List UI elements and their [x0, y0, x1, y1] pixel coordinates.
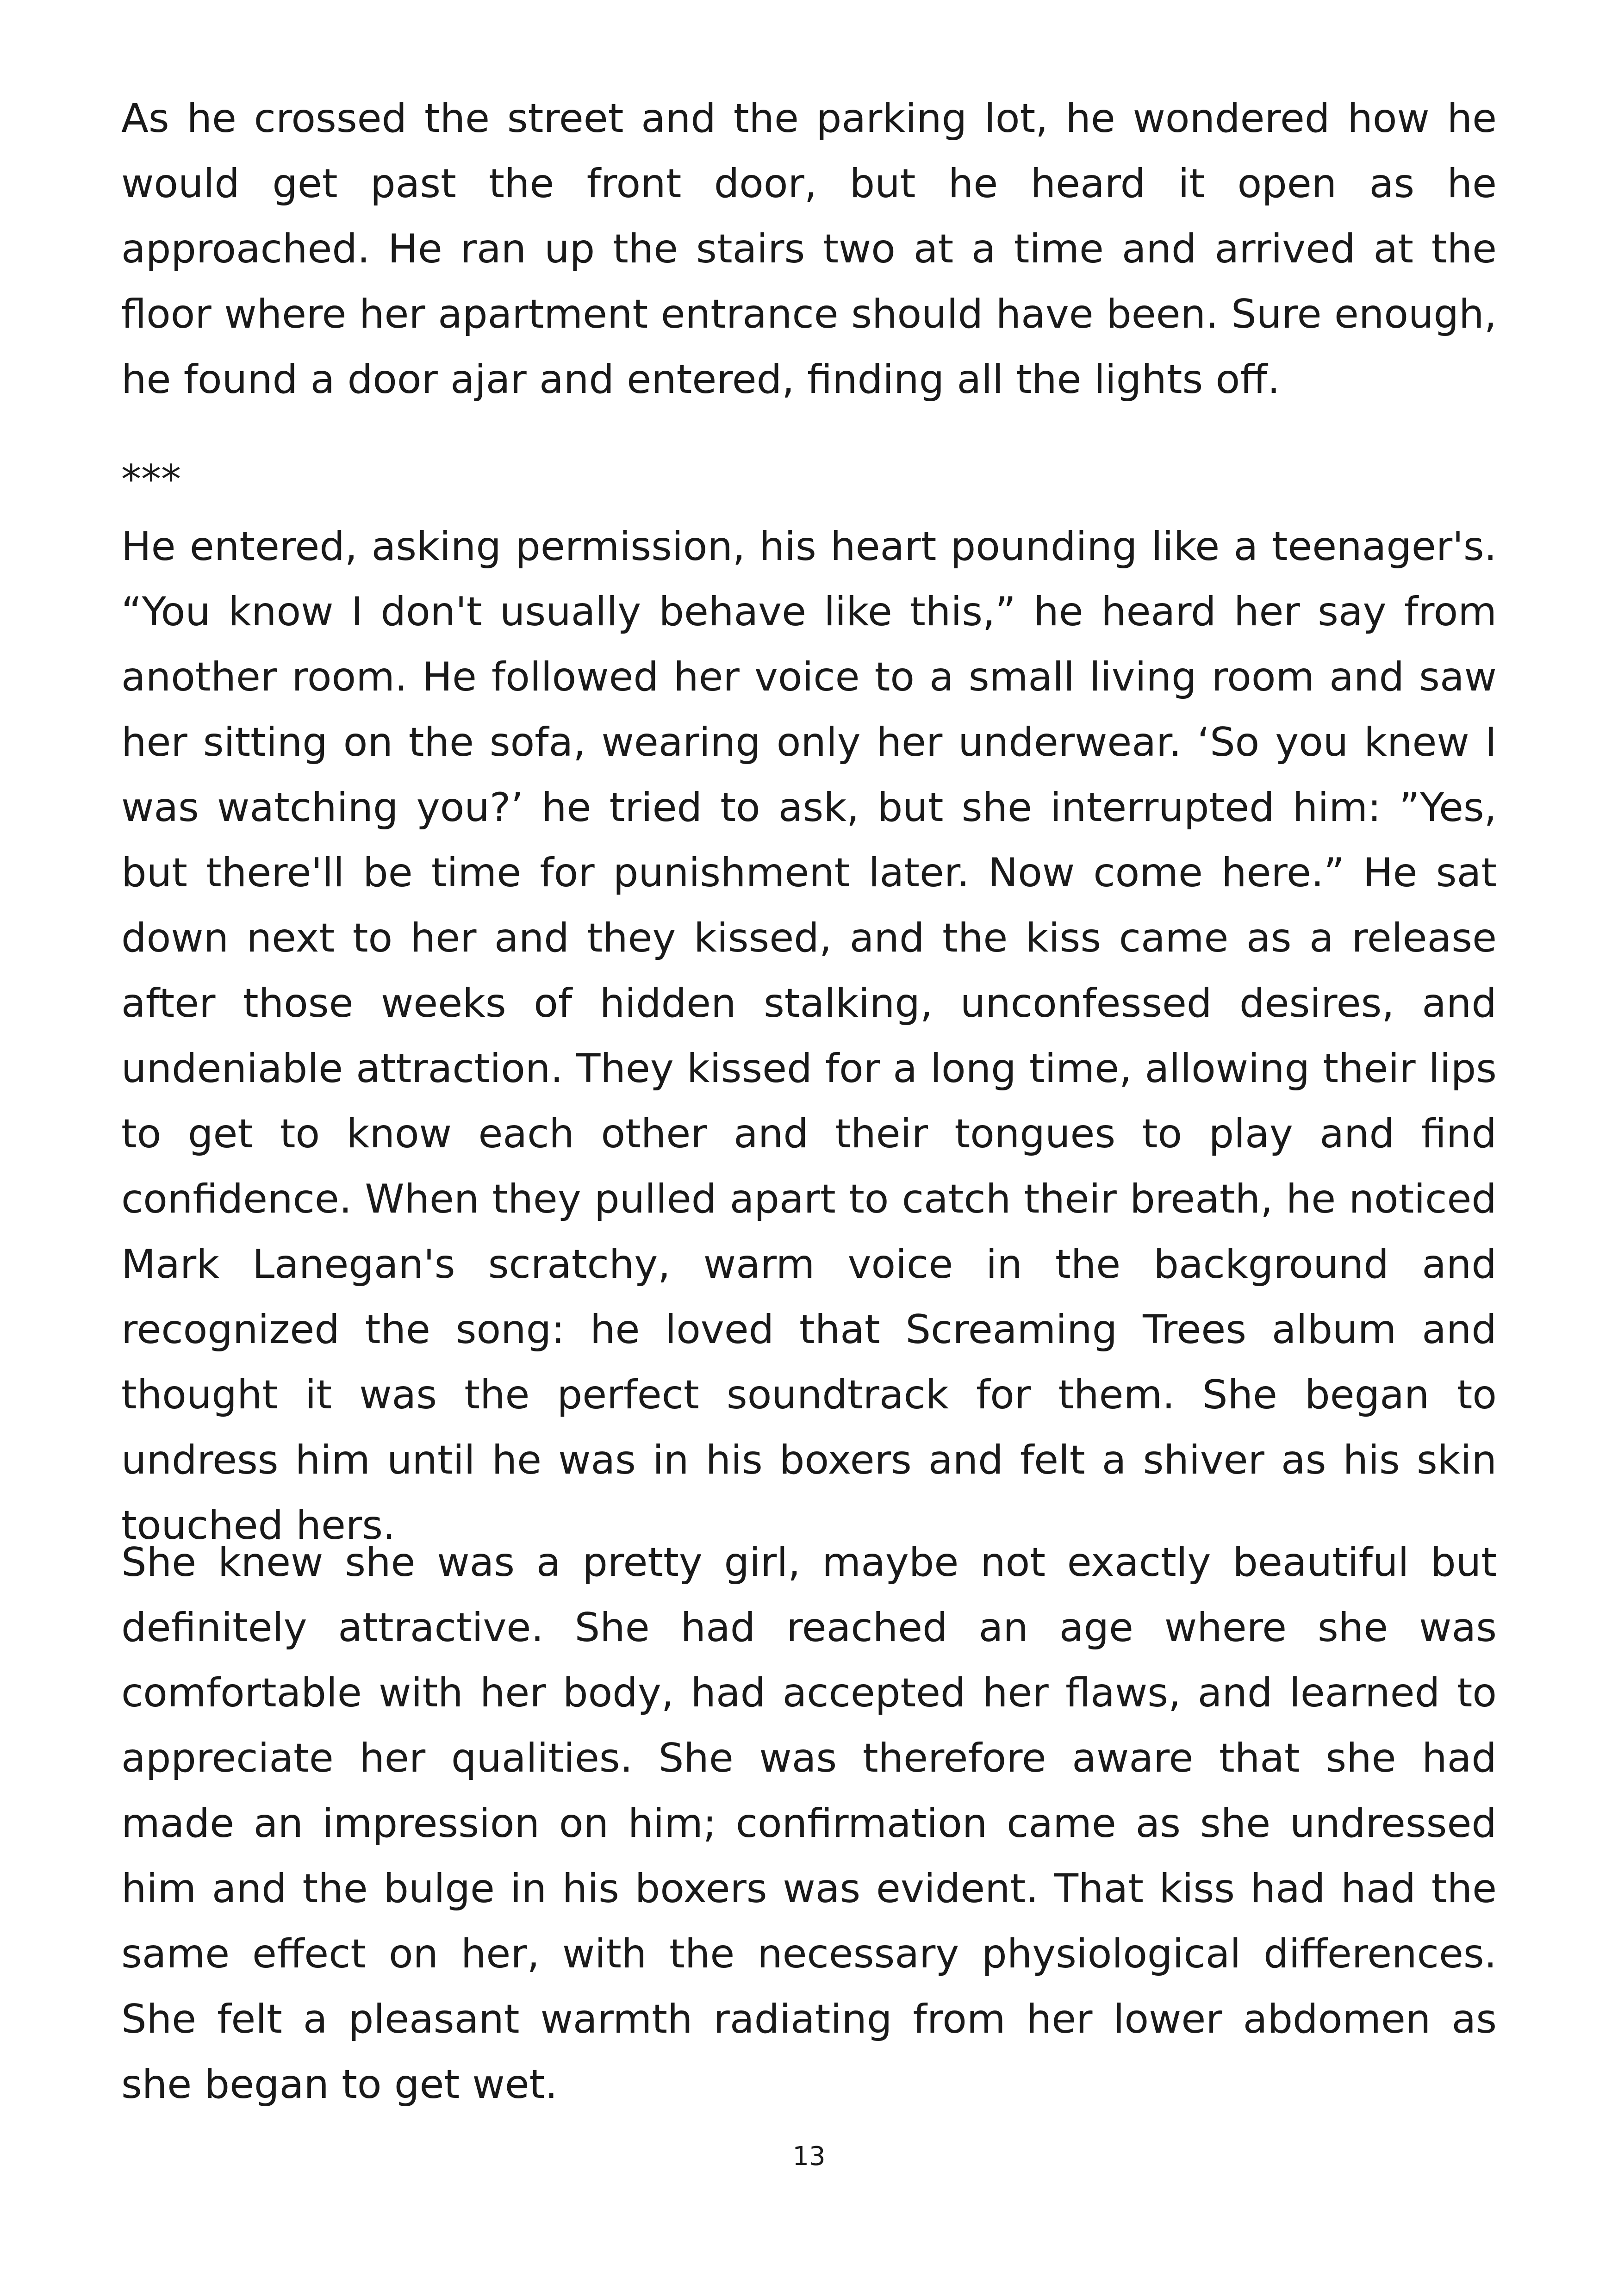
paragraph-3 [121, 1530, 1497, 2117]
scene-separator: *** [121, 456, 181, 503]
paragraph-1 [121, 86, 1497, 412]
page-number: 13 [792, 2141, 826, 2172]
paragraph-2 [121, 514, 1497, 1558]
paragraph-text: He entered, asking permission, his heart pounding like a teenager's. “You know I don't usually behave like this,” he heard her say from another room. He followed her voice to a small living room and saw her sitting on the sofa, wearing only her underwear. ‘So you knew I was watching you?’ he tried to ask, but she interrupted him: ”Yes, but there'll be time for punishment later. Now come here.” He sat down next to her and they kissed, and the kiss came as a release after those weeks of hidden stalking, unconfessed desires, and undeniable attraction. They kissed for a long time, allowing their lips to get to know each other and their tongues to play and find confidence. When they pulled apart to catch their breath, he noticed Mark Lanegan's scratchy, warm voice in the background and recognized the song: he loved that Screaming Trees album and thought it was the perfect soundtrack for them. She began to undress him until he was in his boxers and felt a shiver as his skin touched hers. [121, 523, 1497, 1549]
paragraph-text: As he crossed the street and the parking lot, he wondered how he would get past the front door, but he heard it open as he approached. He ran up the stairs two at a time and arrived at the floor where her apartment entrance should have been. Sure enough, he found a door ajar and entered, finding all the lights off. [121, 95, 1497, 403]
paragraph-text: She knew she was a pretty girl, maybe not exactly beautiful but definitely attractive. She had reached an age where she was comfortable with her body, had accepted her flaws, and learned to appreciate her qualities. She was therefore aware that she had made an impression on him; confirmation came as she undressed him and the bulge in his boxers was evident. That kiss had had the same effect on her, with the necessary physiological differences. She felt a pleasant warmth radiating from her lower abdomen as she began to get wet. [121, 1539, 1497, 2108]
